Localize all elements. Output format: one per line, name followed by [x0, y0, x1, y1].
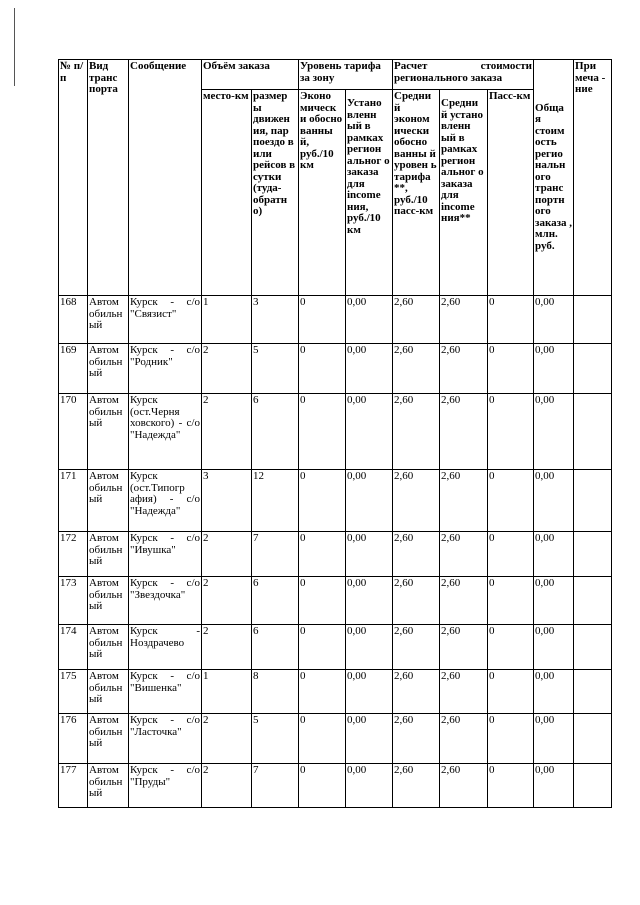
transport-type-cell: Автом обильн ый [88, 625, 129, 670]
pass-km-cell: 0 [488, 577, 534, 625]
table-row [59, 764, 612, 808]
header-trips: размер ы движен ия, пар поездо в или рейсов в сутки (туда-обратн о) [252, 90, 299, 296]
trips-cell: 7 [252, 532, 299, 577]
note-cell [574, 670, 612, 714]
tariff-set-cell: 0,00 [346, 764, 393, 808]
row-number: 176 [59, 714, 88, 764]
note-cell [574, 532, 612, 577]
transport-type-cell: Автом обильн ый [88, 296, 129, 344]
header-calc-avg-econ: Средни й эконом ически обосно ванны й уровен ь тарифа **, руб./10 пасс-км [393, 90, 440, 296]
tariff-set-cell: 0,00 [346, 296, 393, 344]
row-number: 177 [59, 764, 88, 808]
place-km-cell: 2 [202, 714, 252, 764]
pass-km-cell: 0 [488, 625, 534, 670]
table-row [59, 470, 612, 532]
pass-km-cell: 0 [488, 532, 534, 577]
transport-type-cell: Автом обильн ый [88, 714, 129, 764]
transport-type-cell: Автом обильн ый [88, 470, 129, 532]
tariff-table [58, 59, 612, 808]
tariff-set-cell: 0,00 [346, 470, 393, 532]
transport-type-cell: Автом обильн ый [88, 532, 129, 577]
total-cost-cell: 0,00 [534, 714, 574, 764]
avg-set-cell: 2,60 [440, 670, 488, 714]
note-cell [574, 625, 612, 670]
tariff-set-cell: 0,00 [346, 714, 393, 764]
note-cell [574, 344, 612, 394]
avg-econ-cell: 2,60 [393, 394, 440, 470]
scan-margin-line [14, 8, 15, 86]
avg-econ-cell: 2,60 [393, 577, 440, 625]
place-km-cell: 2 [202, 532, 252, 577]
tariff-set-cell: 0,00 [346, 577, 393, 625]
tariff-econ-cell: 0 [299, 296, 346, 344]
row-number: 169 [59, 344, 88, 394]
tariff-econ-cell: 0 [299, 714, 346, 764]
table-row [59, 394, 612, 470]
pass-km-cell: 0 [488, 714, 534, 764]
place-km-cell: 2 [202, 344, 252, 394]
tariff-econ-cell: 0 [299, 532, 346, 577]
note-cell [574, 296, 612, 344]
trips-cell: 6 [252, 394, 299, 470]
total-cost-cell: 0,00 [534, 296, 574, 344]
transport-type-cell: Автом обильн ый [88, 670, 129, 714]
place-km-cell: 1 [202, 670, 252, 714]
route-cell: Курск - с/о "Вишенка" [129, 670, 202, 714]
total-cost-cell: 0,00 [534, 625, 574, 670]
route-cell: Курск - с/о "Родник" [129, 344, 202, 394]
row-number: 168 [59, 296, 88, 344]
total-cost-cell: 0,00 [534, 470, 574, 532]
route-cell: Курск - с/о "Ивушка" [129, 532, 202, 577]
route-cell: Курск - с/о "Связист" [129, 296, 202, 344]
tariff-econ-cell: 0 [299, 344, 346, 394]
trips-cell: 5 [252, 344, 299, 394]
table-row [59, 714, 612, 764]
tariff-set-cell: 0,00 [346, 532, 393, 577]
avg-econ-cell: 2,60 [393, 470, 440, 532]
note-cell [574, 764, 612, 808]
avg-set-cell: 2,60 [440, 714, 488, 764]
row-number: 171 [59, 470, 88, 532]
table-row [59, 296, 612, 344]
pass-km-cell: 0 [488, 394, 534, 470]
transport-type-cell: Автом обильн ый [88, 577, 129, 625]
tariff-econ-cell: 0 [299, 625, 346, 670]
route-cell: Курск - с/о "Пруды" [129, 764, 202, 808]
tariff-econ-cell: 0 [299, 470, 346, 532]
header-tariff-econ: Эконо мическ и обосно ванны й, руб./10 км [299, 90, 346, 296]
place-km-cell: 2 [202, 625, 252, 670]
route-cell: Курск - с/о "Звездочка" [129, 577, 202, 625]
avg-econ-cell: 2,60 [393, 344, 440, 394]
total-cost-cell: 0,00 [534, 532, 574, 577]
avg-econ-cell: 2,60 [393, 764, 440, 808]
total-cost-cell: 0,00 [534, 394, 574, 470]
row-number: 175 [59, 670, 88, 714]
table-row [59, 532, 612, 577]
avg-set-cell: 2,60 [440, 577, 488, 625]
tariff-set-cell: 0,00 [346, 344, 393, 394]
tariff-econ-cell: 0 [299, 764, 346, 808]
row-number: 174 [59, 625, 88, 670]
avg-set-cell: 2,60 [440, 625, 488, 670]
total-cost-cell: 0,00 [534, 764, 574, 808]
tariff-set-cell: 0,00 [346, 670, 393, 714]
avg-set-cell: 2,60 [440, 344, 488, 394]
route-cell: Курск (ост.Типогр афия) - с/о "Надежда" [129, 470, 202, 532]
pass-km-cell: 0 [488, 344, 534, 394]
header-volume: Объём заказа [202, 60, 299, 90]
table-row [59, 577, 612, 625]
place-km-cell: 3 [202, 470, 252, 532]
header-tariff: Уровень тарифа за зону [299, 60, 393, 90]
header-place-km: место-км [202, 90, 252, 296]
row-number: 172 [59, 532, 88, 577]
avg-econ-cell: 2,60 [393, 670, 440, 714]
header-route: Сообщение [129, 60, 202, 296]
avg-econ-cell: 2,60 [393, 532, 440, 577]
trips-cell: 12 [252, 470, 299, 532]
header-note: При меча - ние [574, 60, 612, 296]
place-km-cell: 2 [202, 577, 252, 625]
header-pass-km: Пасс-км [488, 90, 534, 296]
avg-set-cell: 2,60 [440, 764, 488, 808]
tariff-econ-cell: 0 [299, 577, 346, 625]
tariff-set-cell: 0,00 [346, 625, 393, 670]
trips-cell: 7 [252, 764, 299, 808]
note-cell [574, 714, 612, 764]
total-cost-cell: 0,00 [534, 670, 574, 714]
row-number: 173 [59, 577, 88, 625]
place-km-cell: 2 [202, 394, 252, 470]
avg-set-cell: 2,60 [440, 394, 488, 470]
row-number: 170 [59, 394, 88, 470]
trips-cell: 5 [252, 714, 299, 764]
tariff-econ-cell: 0 [299, 670, 346, 714]
transport-type-cell: Автом обильн ый [88, 764, 129, 808]
avg-set-cell: 2,60 [440, 296, 488, 344]
tariff-set-cell: 0,00 [346, 394, 393, 470]
header-tariff-set: Устано вленн ый в рамках регион альног о заказа для income ния, руб./10 км [346, 90, 393, 296]
avg-set-cell: 2,60 [440, 470, 488, 532]
route-cell: Курск - Ноздрачево [129, 625, 202, 670]
avg-econ-cell: 2,60 [393, 714, 440, 764]
header-transport: Вид транс порта [88, 60, 129, 296]
header-calc-avg-set: Средни й устано вленн ый в рамках регион альног о заказа для income ния** [440, 90, 488, 296]
note-cell [574, 394, 612, 470]
avg-set-cell: 2,60 [440, 532, 488, 577]
note-cell [574, 577, 612, 625]
table-row [59, 344, 612, 394]
pass-km-cell: 0 [488, 764, 534, 808]
header-num: № п/п [59, 60, 88, 296]
pass-km-cell: 0 [488, 470, 534, 532]
trips-cell: 6 [252, 625, 299, 670]
route-cell: Курск (ост.Черня ховского) - с/о "Надежда" [129, 394, 202, 470]
trips-cell: 8 [252, 670, 299, 714]
route-cell: Курск - с/о "Ласточка" [129, 714, 202, 764]
pass-km-cell: 0 [488, 670, 534, 714]
trips-cell: 6 [252, 577, 299, 625]
header-calc: Расчет стоимости регионального заказа [393, 60, 534, 90]
transport-type-cell: Автом обильн ый [88, 344, 129, 394]
table-body [59, 296, 612, 808]
header-total: Обща я стоим ость регио нальн ого транс портн ого заказа , млн. руб. [534, 60, 574, 296]
pass-km-cell: 0 [488, 296, 534, 344]
avg-econ-cell: 2,60 [393, 296, 440, 344]
tariff-econ-cell: 0 [299, 394, 346, 470]
table-row [59, 670, 612, 714]
note-cell [574, 470, 612, 532]
table-row [59, 625, 612, 670]
trips-cell: 3 [252, 296, 299, 344]
transport-type-cell: Автом обильн ый [88, 394, 129, 470]
total-cost-cell: 0,00 [534, 577, 574, 625]
place-km-cell: 2 [202, 764, 252, 808]
place-km-cell: 1 [202, 296, 252, 344]
total-cost-cell: 0,00 [534, 344, 574, 394]
avg-econ-cell: 2,60 [393, 625, 440, 670]
